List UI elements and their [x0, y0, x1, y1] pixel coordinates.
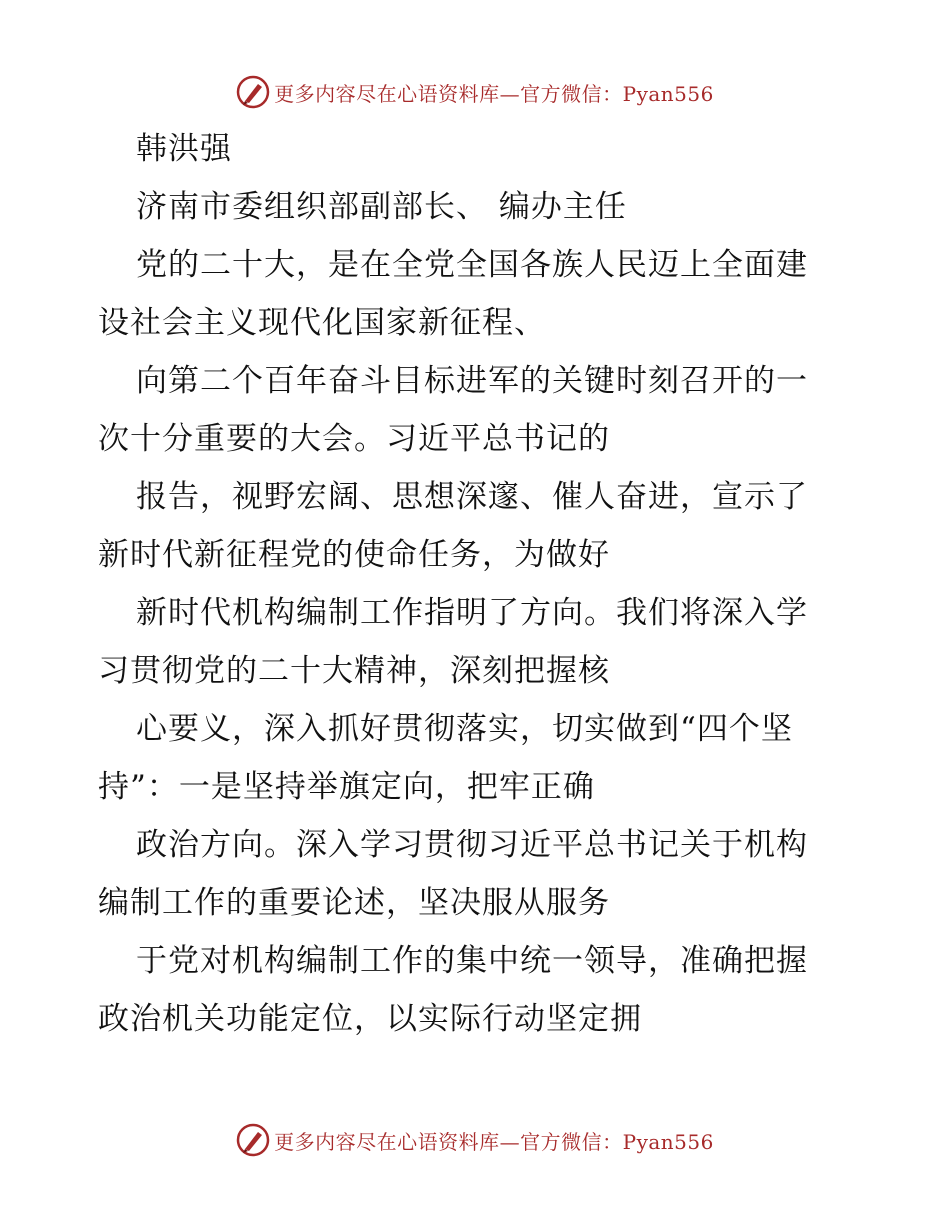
- header-watermark-text: 更多内容尽在心语资料库—官方微信：Pyan556: [274, 81, 714, 106]
- paragraph-line: 习贯彻党的二十大精神，深刻把握核: [98, 653, 610, 689]
- paragraph-line: 次十分重要的大会。习近平总书记的: [98, 421, 610, 457]
- pen-logo-icon: [236, 1123, 270, 1157]
- paragraph-line: 向第二个百年奋斗目标进军的关键时刻召开的一: [136, 363, 808, 399]
- paragraph-line: 新时代机构编制工作指明了方向。我们将深入学: [136, 595, 808, 631]
- paragraph-line: 编制工作的重要论述，坚决服从服务: [98, 885, 610, 921]
- header-watermark: [0, 70, 950, 114]
- pen-logo-icon: [236, 75, 270, 109]
- paragraph-line: 党的二十大，是在全党全国各族人民迈上全面建: [136, 247, 808, 283]
- footer-watermark-text: 更多内容尽在心语资料库—官方微信：Pyan556: [274, 1129, 714, 1154]
- author-title: 济南市委组织部副部长、 编办主任: [136, 189, 627, 225]
- paragraph-line: 心要义，深入抓好贯彻落实，切实做到“四个坚: [136, 711, 793, 747]
- paragraph-line: 新时代新征程党的使命任务，为做好: [98, 537, 610, 573]
- paragraph-line: 持”：一是坚持举旗定向，把牢正确: [98, 769, 595, 805]
- paragraph-line: 设社会主义现代化国家新征程、: [98, 305, 546, 341]
- paragraph-line: 于党对机构编制工作的集中统一领导，准确把握: [136, 943, 808, 979]
- paragraph-line: 政治方向。深入学习贯彻习近平总书记关于机构: [136, 827, 808, 863]
- paragraph-line: 政治机关功能定位，以实际行动坚定拥: [98, 1001, 642, 1037]
- author-name: 韩洪强: [136, 131, 232, 167]
- footer-watermark: [0, 1118, 950, 1162]
- paragraph-line: 报告，视野宏阔、思想深邃、催人奋进，宣示了: [136, 479, 808, 515]
